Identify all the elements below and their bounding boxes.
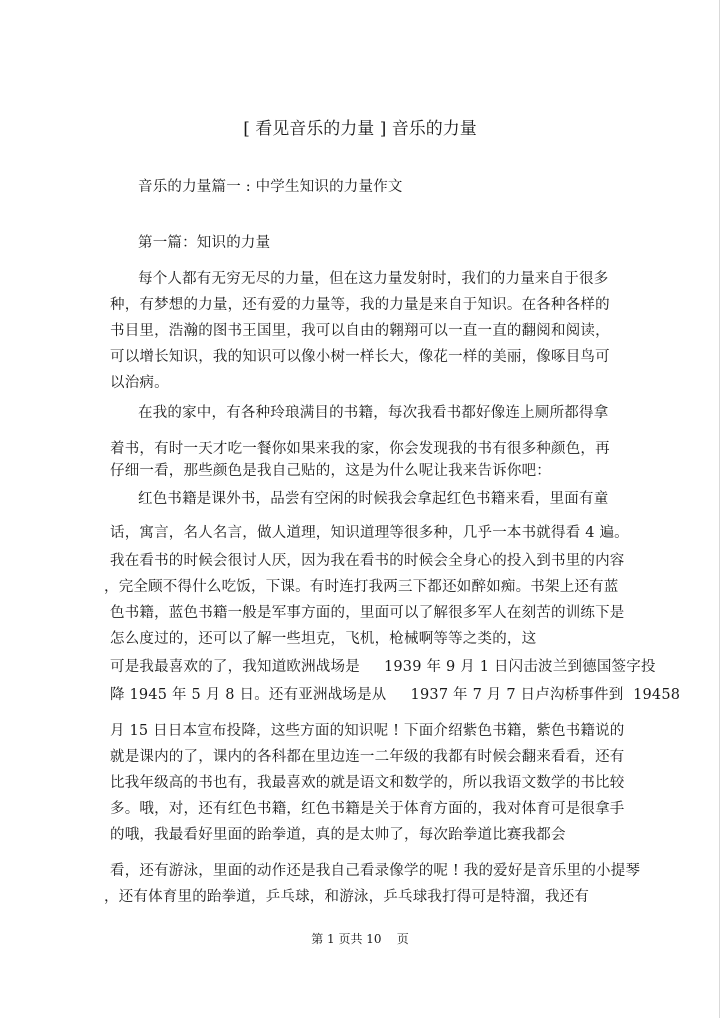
body-line: 降 1945 年 5 月 8 日。还有亚洲战场是从 1937 年 7 月 7 日卢沟桥事件到 19458 bbox=[110, 687, 681, 703]
body-line: 红色书籍是课外书，品尝有空闲的时候我会拿起红色书籍来看，里面有童 bbox=[138, 491, 609, 507]
body-line: 就是课内的了，课内的各科都在里边连一二年级的我都有时候会翻来看看，还有 bbox=[110, 749, 625, 765]
page-footer: 第 1 页共 10 页 bbox=[311, 932, 409, 946]
body-line: 每个人都有无穷无尽的力量，但在这力量发射时，我们的力量来自于很多 bbox=[138, 271, 609, 287]
document-title: [ 看见音乐的力量 ] 音乐的力量 bbox=[243, 119, 477, 139]
body-line: 可以增长知识，我的知识可以像小树一样长大，像花一样的美丽，像啄目鸟可 bbox=[110, 349, 610, 365]
body-line: 的哦，我最看好里面的跆拳道，真的是太帅了，每次跆拳道比赛我都会 bbox=[110, 827, 566, 843]
body-line: 在我的家中，有各种玲琅满目的书籍，每次我看书都好像连上厕所都得拿 bbox=[138, 405, 609, 421]
body-line: 仔细一看，那些颜色是我自己贴的，这是为什么呢让我来告诉你吧： bbox=[110, 463, 551, 479]
body-line: 月 15 日日本宣布投降，这些方面的知识呢 ! 下面介绍紫色书籍，紫色书籍说的 bbox=[110, 723, 625, 739]
body-line: 书目里，浩瀚的图书王国里，我可以自由的翱翔可以一直一直的翻阅和阅读， bbox=[110, 323, 610, 339]
body-line: 种，有梦想的力量，还有爱的力量等，我的力量是来自于知识。在各种各样的 bbox=[110, 297, 610, 313]
section-heading: 第一篇：知识的力量 bbox=[138, 235, 271, 251]
body-line: 比我年级高的书也有，我最喜欢的就是语文和数学的，所以我语文数学的书比较 bbox=[110, 775, 625, 791]
body-line: 话，寓言，名人名言，做人道理，知识道理等很多种，几乎一本书就得看 4 遍。 bbox=[110, 525, 629, 541]
body-line: ，还有体育里的跆拳道，乒乓球，和游泳，乒乓球我打得可是特溜，我还有 bbox=[104, 889, 590, 905]
body-line: ，完全顾不得什么吃饭，下课。有时连打我两三下都还如醉如痴。书架上还有蓝 bbox=[104, 579, 619, 595]
body-line: 可是我最喜欢的了，我知道欧洲战场是 1939 年 9 月 1 日闪击波兰到德国签字投 bbox=[110, 659, 656, 675]
subtitle: 音乐的力量篇一 : 中学生知识的力量作文 bbox=[138, 179, 403, 195]
body-line: 色书籍，蓝色书籍一般是军事方面的，里面可以了解很多军人在刻苦的训练下是 bbox=[110, 605, 625, 621]
body-line: 看，还有游泳，里面的动作还是我自己看录像学的呢 ! 我的爱好是音乐里的小提琴 bbox=[110, 863, 641, 879]
body-line: 我在看书的时候会很讨人厌，因为我在看书的时候会全身心的投入到书里的内容 bbox=[110, 553, 625, 569]
body-line: 多。哦，对，还有红色书籍，红色书籍是关于体育方面的，我对体育可是很拿手 bbox=[110, 801, 625, 817]
body-line: 着书，有时一天才吃一餐你如果来我的家，你会发现我的书有很多种颜色，再 bbox=[110, 441, 610, 457]
body-line: 以治病。 bbox=[110, 375, 169, 391]
body-line: 怎么度过的，还可以了解一些坦克，飞机，枪械啊等等之类的，这 bbox=[110, 631, 537, 647]
